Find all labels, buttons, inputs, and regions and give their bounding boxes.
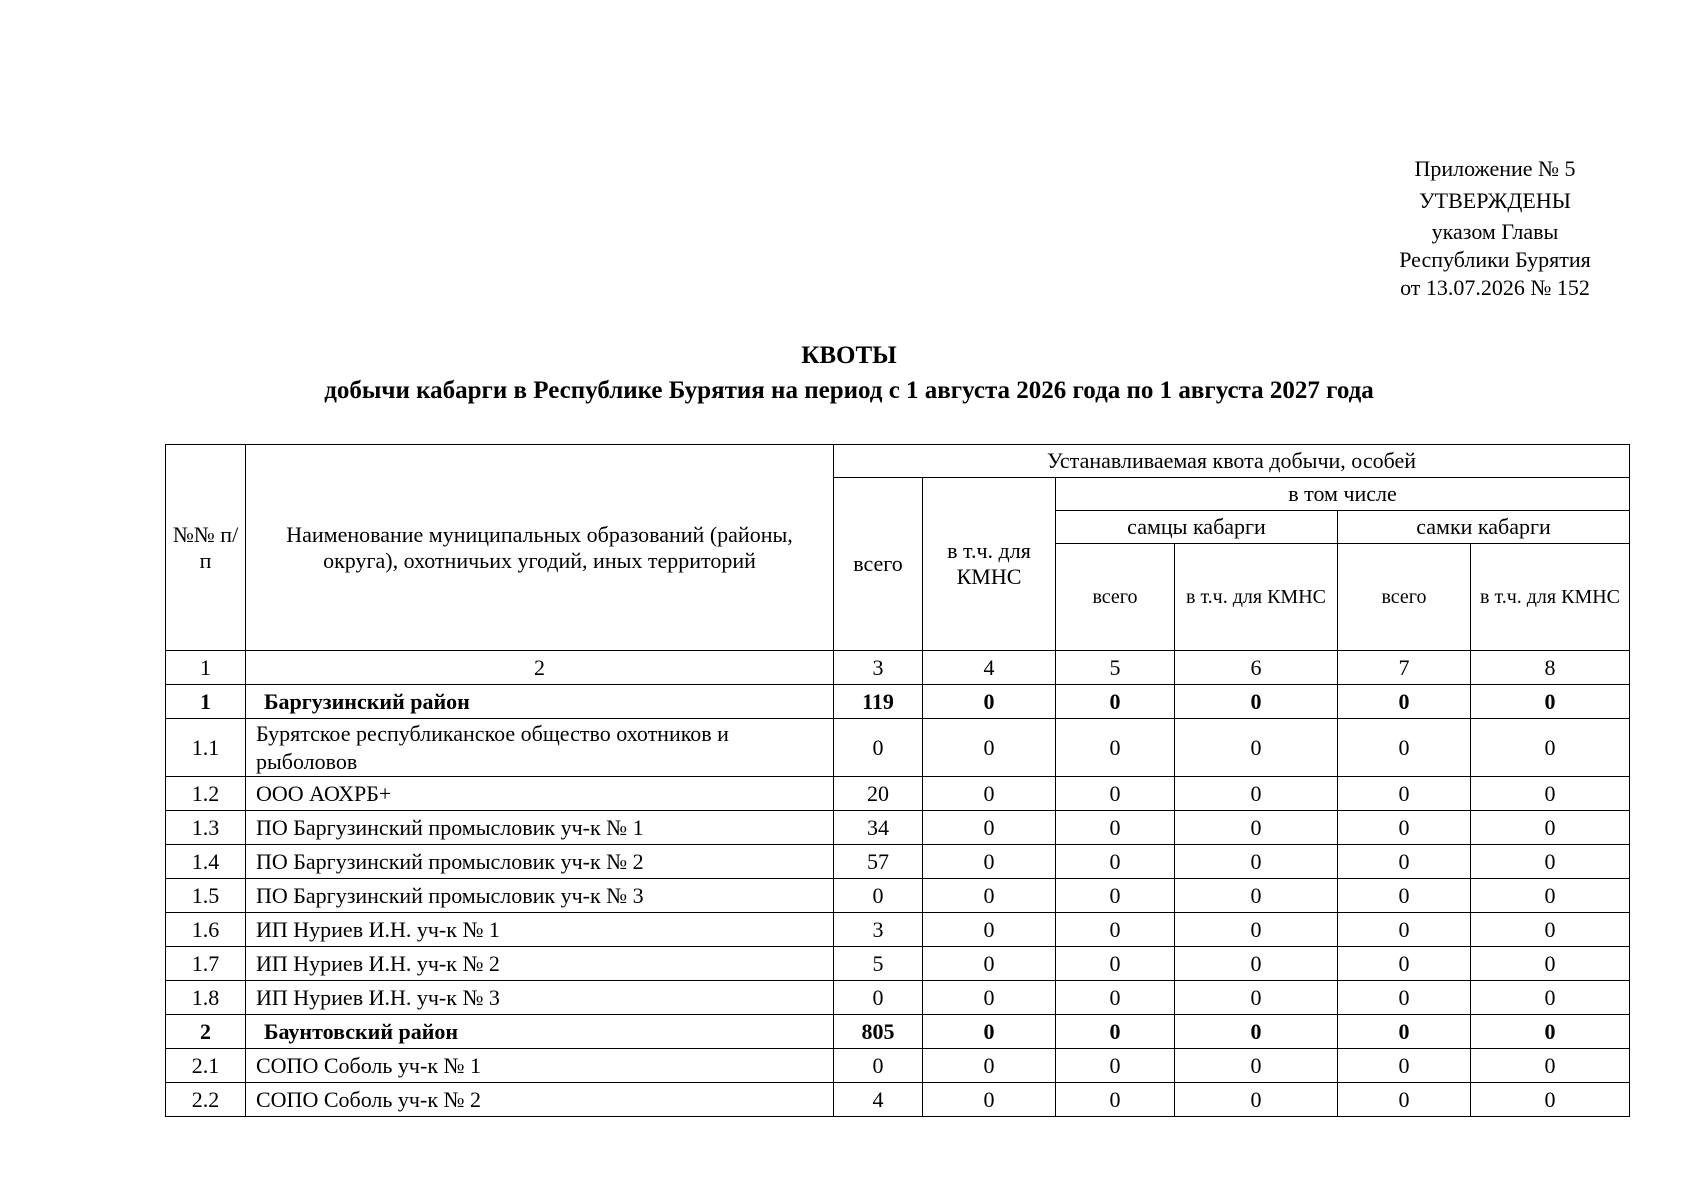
value-males-total: 0: [1056, 1015, 1175, 1049]
value-females-total: 0: [1338, 777, 1471, 811]
row-number: 1.3: [166, 811, 246, 845]
header-females: самки кабарги: [1338, 511, 1630, 544]
header-females-kmns: в т.ч. для КМНС: [1471, 544, 1630, 651]
row-name: СОПО Соболь уч-к № 1: [246, 1049, 834, 1083]
table-row: [166, 947, 1630, 981]
value-total: 0: [834, 879, 923, 913]
value-males-total: 0: [1056, 845, 1175, 879]
header-total: всего: [834, 478, 923, 651]
value-kmns: 0: [923, 777, 1056, 811]
value-kmns: 0: [923, 1049, 1056, 1083]
column-number: 7: [1338, 651, 1471, 685]
column-number: 1: [166, 651, 246, 685]
value-males-kmns: 0: [1175, 777, 1338, 811]
header-females-total: всего: [1338, 544, 1471, 651]
row-number: 1.7: [166, 947, 246, 981]
column-number: 3: [834, 651, 923, 685]
value-females-total: 0: [1338, 947, 1471, 981]
row-number: 1.6: [166, 913, 246, 947]
value-males-total: 0: [1056, 981, 1175, 1015]
column-number: 6: [1175, 651, 1338, 685]
row-number: 2.1: [166, 1049, 246, 1083]
value-females-total: 0: [1338, 845, 1471, 879]
row-number: 1.5: [166, 879, 246, 913]
decree-label: указом Главы: [1431, 219, 1559, 244]
value-total: 5: [834, 947, 923, 981]
title-subtitle: добычи кабарги в Республике Бурятия на период с 1 августа 2026 года по 1 августа 2027 года: [324, 377, 1374, 404]
value-females-total: 0: [1338, 1049, 1471, 1083]
row-number: 1.4: [166, 845, 246, 879]
header-quota: Устанавливаемая квота добычи, особей: [834, 445, 1630, 478]
value-kmns: 0: [923, 1015, 1056, 1049]
value-males-kmns: 0: [1175, 947, 1338, 981]
row-name: ИП Нуриев И.Н. уч-к № 1: [246, 913, 834, 947]
value-females-total: 0: [1338, 719, 1471, 777]
value-males-total: 0: [1056, 685, 1175, 719]
value-total: 34: [834, 811, 923, 845]
value-females-kmns: 0: [1471, 1083, 1630, 1117]
row-name: ПО Баргузинский промысловик уч-к № 2: [246, 845, 834, 879]
header-kmns: в т.ч. для КМНС: [923, 478, 1056, 651]
value-females-kmns: 0: [1471, 947, 1630, 981]
value-males-kmns: 0: [1175, 685, 1338, 719]
value-males-kmns: 0: [1175, 845, 1338, 879]
value-females-kmns: 0: [1471, 1049, 1630, 1083]
column-number: 4: [923, 651, 1056, 685]
table-row: [166, 981, 1630, 1015]
appendix-label: Приложение № 5: [1414, 156, 1576, 181]
table-row: [166, 913, 1630, 947]
value-kmns: 0: [923, 879, 1056, 913]
district-row: [166, 1015, 1630, 1049]
row-name: ПО Баргузинский промысловик уч-к № 1: [246, 811, 834, 845]
value-females-kmns: 0: [1471, 845, 1630, 879]
value-males-total: 0: [1056, 1049, 1175, 1083]
value-males-kmns: 0: [1175, 1015, 1338, 1049]
value-kmns: 0: [923, 845, 1056, 879]
value-females-kmns: 0: [1471, 777, 1630, 811]
value-total: 57: [834, 845, 923, 879]
header-name: Наименование муниципальных образований (районы, округа), охотничьих угодий, иных территорий: [246, 445, 834, 651]
value-males-kmns: 0: [1175, 811, 1338, 845]
value-males-kmns: 0: [1175, 981, 1338, 1015]
value-females-total: 0: [1338, 685, 1471, 719]
table-row: [166, 811, 1630, 845]
value-total: 3: [834, 913, 923, 947]
value-total: 20: [834, 777, 923, 811]
row-name: ООО АОХРБ+: [246, 777, 834, 811]
value-females-total: 0: [1338, 981, 1471, 1015]
value-males-total: 0: [1056, 879, 1175, 913]
row-name: СОПО Соболь уч-к № 2: [246, 1083, 834, 1117]
row-number: 1.2: [166, 777, 246, 811]
value-total: 805: [834, 1015, 923, 1049]
value-total: 0: [834, 719, 923, 777]
header-males-total: всего: [1056, 544, 1175, 651]
row-number: 2.2: [166, 1083, 246, 1117]
row-name: ИП Нуриев И.Н. уч-к № 3: [246, 981, 834, 1015]
table-row: [166, 1083, 1630, 1117]
value-males-kmns: 0: [1175, 879, 1338, 913]
column-number: 2: [246, 651, 834, 685]
row-name: ИП Нуриев И.Н. уч-к № 2: [246, 947, 834, 981]
value-females-kmns: 0: [1471, 811, 1630, 845]
column-number: 5: [1056, 651, 1175, 685]
value-males-total: 0: [1056, 811, 1175, 845]
value-females-total: 0: [1338, 1015, 1471, 1049]
value-females-kmns: 0: [1471, 981, 1630, 1015]
title-main: КВОТЫ: [801, 342, 897, 369]
approval-stamp: [1330, 154, 1660, 302]
value-kmns: 0: [923, 947, 1056, 981]
value-total: 0: [834, 981, 923, 1015]
decree-date: от 13.07.2026 № 152: [1400, 275, 1590, 300]
row-number: 2: [166, 1015, 246, 1049]
header-males: самцы кабарги: [1056, 511, 1338, 544]
column-number-row: [166, 651, 1630, 685]
table-row: [166, 719, 1630, 777]
value-females-kmns: 0: [1471, 879, 1630, 913]
district-row: [166, 685, 1630, 719]
value-females-total: 0: [1338, 913, 1471, 947]
table-row: [166, 1049, 1630, 1083]
value-males-total: 0: [1056, 1083, 1175, 1117]
header-num: №№ п/п: [166, 445, 246, 651]
value-males-total: 0: [1056, 913, 1175, 947]
value-total: 119: [834, 685, 923, 719]
value-total: 0: [834, 1049, 923, 1083]
value-males-total: 0: [1056, 719, 1175, 777]
value-females-total: 0: [1338, 879, 1471, 913]
row-name: Баргузинский район: [246, 685, 834, 719]
table-row: [166, 845, 1630, 879]
value-males-total: 0: [1056, 947, 1175, 981]
approved-label: УТВЕРЖДЕНЫ: [1419, 188, 1571, 213]
header-row-1: [166, 445, 1630, 478]
table-row: [166, 777, 1630, 811]
value-males-total: 0: [1056, 777, 1175, 811]
value-females-total: 0: [1338, 811, 1471, 845]
quota-table: [165, 444, 1630, 1117]
row-number: 1.1: [166, 719, 246, 777]
value-females-kmns: 0: [1471, 1015, 1630, 1049]
row-number: 1.8: [166, 981, 246, 1015]
column-number: 8: [1471, 651, 1630, 685]
value-females-total: 0: [1338, 1083, 1471, 1117]
value-females-kmns: 0: [1471, 685, 1630, 719]
value-kmns: 0: [923, 719, 1056, 777]
row-number: 1: [166, 685, 246, 719]
authority-label: Республики Бурятия: [1399, 247, 1591, 272]
value-males-kmns: 0: [1175, 719, 1338, 777]
header-males-kmns: в т.ч. для КМНС: [1175, 544, 1338, 651]
value-females-kmns: 0: [1471, 719, 1630, 777]
table-row: [166, 879, 1630, 913]
header-including: в том числе: [1056, 478, 1630, 511]
value-kmns: 0: [923, 1083, 1056, 1117]
value-females-kmns: 0: [1471, 913, 1630, 947]
quota-table-body: [166, 445, 1630, 1117]
value-males-kmns: 0: [1175, 1083, 1338, 1117]
document-title: [0, 336, 1698, 406]
row-name: ПО Баргузинский промысловик уч-к № 3: [246, 879, 834, 913]
value-males-kmns: 0: [1175, 1049, 1338, 1083]
value-kmns: 0: [923, 913, 1056, 947]
row-name: Баунтовский район: [246, 1015, 834, 1049]
value-kmns: 0: [923, 685, 1056, 719]
value-kmns: 0: [923, 811, 1056, 845]
row-name: Бурятское республиканское общество охотников и рыболовов: [246, 719, 834, 777]
value-males-kmns: 0: [1175, 913, 1338, 947]
value-total: 4: [834, 1083, 923, 1117]
value-kmns: 0: [923, 981, 1056, 1015]
